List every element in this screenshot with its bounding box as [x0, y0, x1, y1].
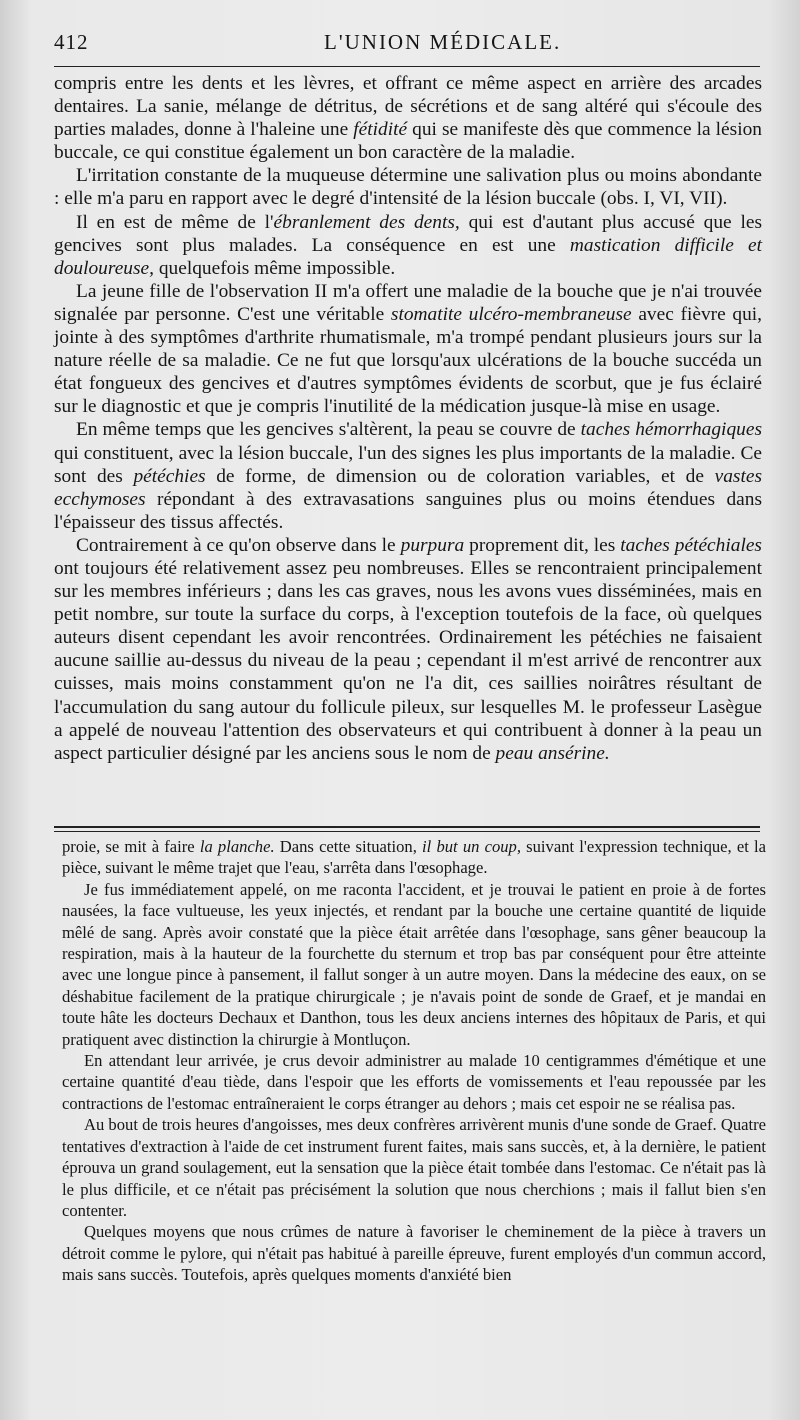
text-run: compris entre les dents et les lèvres, et offrant ce même aspect en arrière des arcades dentaires. La sanie, mélange de détritus, de sécrétions et de sang altéré qui s'écoule des parties malades, donne à l'haleine une: [54, 73, 762, 141]
italic-text: pétéchies: [133, 465, 206, 487]
footnote-paragraph: [62, 879, 766, 1050]
footnote-paragraph: [62, 1114, 766, 1221]
text-run: qui constituent, avec la lésion buccale, l'un des signes les plus importants de la maladie. Ce sont des: [54, 442, 762, 487]
text-run: Il en est de même de l': [76, 211, 274, 233]
italic-text: la planche.: [199, 837, 275, 856]
italic-text: vastes ecchymoses: [54, 465, 762, 510]
text-run: suivant l'expression technique, et la pièce, suivant le même trajet que l'eau, s'arrêta dans l'œsophage.: [62, 837, 766, 878]
text-run: qui est d'autant plus accusé que les gencives sont plus malades. La conséquence en est une: [54, 211, 762, 256]
footnote-text: [62, 836, 766, 1286]
main-paragraph: [54, 72, 762, 164]
text-run: qui se manifeste dès que commence la lésion buccale, ce qui constitue également un bon caractère de la maladie.: [54, 119, 762, 164]
italic-text: taches hémorrhagiques: [580, 419, 762, 441]
footnote-paragraph: [62, 1221, 766, 1285]
text-run: avec fièvre qui, jointe à des symptômes d'arthrite rhumatismale, m'a trompé pendant plusieurs jours sur la nature réelle de sa maladie. Ce ne fut que lorsqu'aux ulcérations de la bouche succéda un état fongueux des gencives et d'autres symptômes évidents de scorbut, que je fus éclairé sur le diagnostic et que je compris l'inutilité de la médication jusque-là mise en usage.: [54, 303, 762, 418]
text-run: ont toujours été relativement assez peu nombreuses. Elles se rencontraient principalement sur les membres inférieurs ; dans les cas graves, nous les avons vues disséminées, mais en petit nombre, sur toute la surface du corps, à l'exception toutefois de la face, où quelques auteurs disent cependant les avoir rencontrées. Ordinairement les pétéchies ne faisaient aucune saillie au-dessus du niveau de la peau ; cependant il m'est arrivé de rencontrer aux cuisses, mais moins constamment qu'on ne l'a dit, ces saillies noirâtres résultant de l'accumulation du sang autour du follicule pileux, sur lesquelles M. le professeur Lasègue a appelé de nouveau l'attention des observateurs et qui contribuent à donner à la peau un aspect particulier désigné par les anciens sous le nom de: [54, 557, 762, 764]
main-paragraph: [54, 164, 762, 210]
text-run: Au bout de trois heures d'angoisses, mes deux confrères arrivèrent munis d'une sonde de Graef. Quatre tentatives d'extraction à l'aide de cet instrument furent faites, mais sans succès, et, à la dernière, le patient éprouva un grand soulagement, eut la sensation que la pièce était tombée dans l'estomac. Ce n'était pas là le plus difficile, et ce n'était pas précisément la solution que nous cherchions ; mais il fallut bien s'en contenter.: [62, 1115, 766, 1220]
text-run: répondant à des extravasations sanguines plus ou moins étendues dans l'épaisseur des tissus affectés.: [54, 488, 762, 533]
italic-text: il but un coup,: [422, 837, 521, 856]
text-run: L'irritation constante de la muqueuse détermine une salivation plus ou moins abondante : elle m'a paru en rapport avec le degré d'intensité de la lésion buccale (obs. I, VI, VII).: [54, 165, 762, 210]
text-run: En même temps que les gencives s'altèrent, la peau se couvre de: [76, 419, 581, 441]
italic-text: taches pétéchiales: [620, 534, 762, 556]
page-number: 412: [54, 30, 89, 54]
text-run: Contrairement à ce qu'on observe dans le: [76, 534, 401, 556]
italic-text: fétidité: [353, 119, 408, 141]
text-run: Je fus immédiatement appelé, on me raconta l'accident, et je trouvai le patient en proie à de fortes nausées, la face vultueuse, les yeux injectés, et rendant par la bouche une certaine quantité de liquide mêlé de sang. Après avoir constaté que la pièce était arrêtée dans l'œsophage, sans gêner beaucoup la respiration, mais à la hauteur de la fourchette du sternum et trop bas par conséquent pour être atteinte avec une longue pince à pansement, il fallut songer à un autre moyen. Dans la médecine des eaux, on se déshabitue facilement de la pratique chirurgicale ; je n'avais point de sonde de Graef, et je mandai en toute hâte les docteurs Dechaux et Danthon, tous les deux anciens internes des hôpitaux de Paris, et qui pratiquent avec distinction la chirurgie à Montluçon.: [62, 879, 766, 1049]
text-run: de forme, de dimension ou de coloration variables, et de: [205, 465, 715, 487]
main-paragraph: [54, 280, 762, 419]
text-run: Quelques moyens que nous crûmes de nature à favoriser le cheminement de la pièce à travers un détroit comme le pylore, qui n'était pas habitué à pareille épreuve, furent employés d'un commun accord, mais sans succès. Toutefois, après quelques moments d'anxiété bien: [62, 1222, 766, 1285]
text-run: proie, se mit à faire: [62, 837, 200, 856]
italic-text: purpura: [400, 534, 465, 556]
italic-text: stomatite ulcéro-membraneuse: [390, 303, 632, 325]
text-run: proprement dit, les: [464, 534, 621, 556]
text-run: quelquefois même impossible.: [154, 257, 396, 279]
italic-text: mastication difficile et douloureuse,: [54, 234, 762, 279]
text-run: Dans cette situation,: [274, 837, 423, 856]
italic-text: ébranlement des dents,: [273, 211, 460, 233]
main-paragraph: [54, 211, 762, 280]
page-header: [54, 28, 760, 58]
text-run: La jeune fille de l'observation II m'a offert une maladie de la bouche que je n'ai trouvée signalée par personne. C'est une véritable: [54, 280, 762, 325]
italic-text: peau ansérine.: [495, 742, 610, 764]
footnote-paragraph: [62, 1050, 766, 1114]
text-run: En attendant leur arrivée, je crus devoir administrer au malade 10 centigrammes d'émétique et une certaine quantité d'eau tiède, dans l'espoir que les efforts de vomissements et l'eau repoussée par les contractions de l'estomac entraîneraient le corps étranger au dehors ; mais cet espoir ne se réalisa pas.: [62, 1051, 766, 1113]
main-text: [54, 72, 762, 765]
running-title: L'UNION MÉDICALE.: [324, 30, 562, 54]
main-paragraph: [54, 418, 762, 533]
footnote-paragraph: [62, 836, 766, 879]
main-paragraph: [54, 534, 762, 765]
footnote-separator: [54, 826, 760, 828]
header-rule: [54, 66, 760, 67]
footnote-separator-thin: [54, 831, 760, 832]
